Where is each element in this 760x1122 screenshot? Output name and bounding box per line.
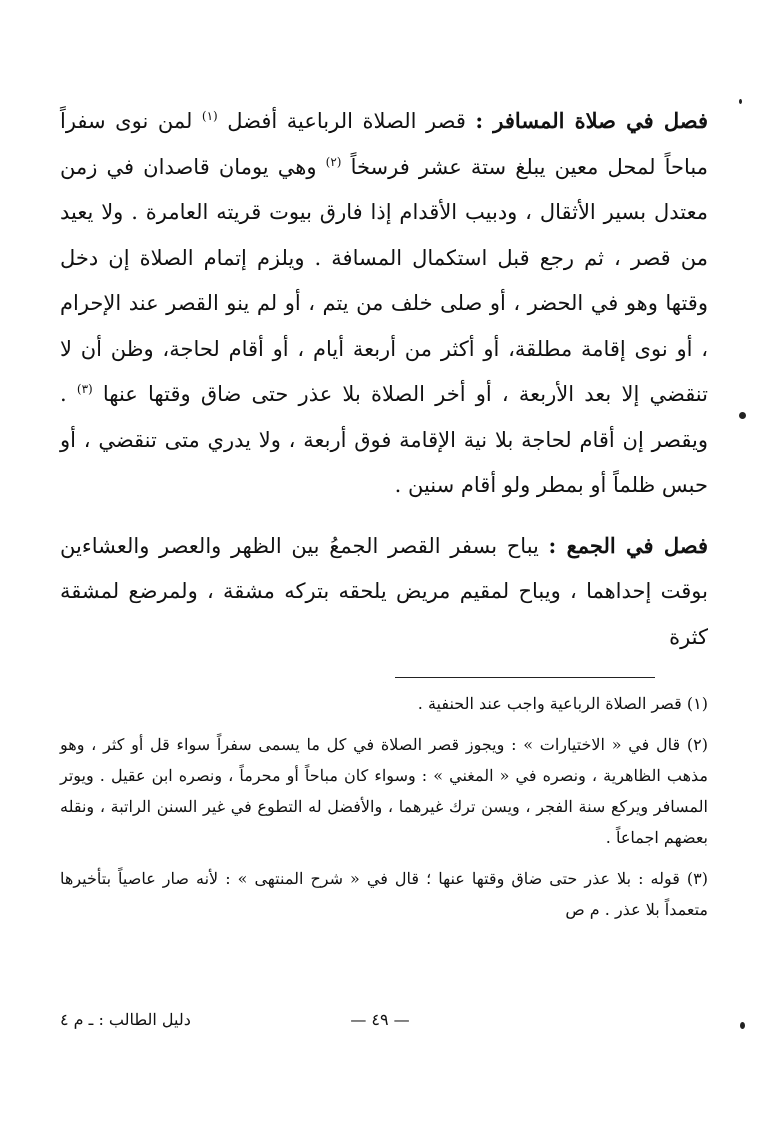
body-text: لمن نوى سفراً مباحاً لمحل معين يبلغ ستة عشر فرسخاً bbox=[60, 109, 708, 179]
body-text: . ويقصر إن أقام لحاجة بلا نية الإقامة فوق أربعة ، ولا يدري متى تنقضي ، أو حبس ظلماً أو بمطر ولو أقام سنين . bbox=[60, 382, 708, 497]
margin-dot-mark bbox=[739, 412, 746, 419]
printer-signature-mark: دليل الطالب : ـ م ٤ bbox=[60, 1010, 191, 1029]
body-text: وهي يومان قاصدان في زمن معتدل بسير الأثقال ، ودبيب الأقدام إذا فارق بيوت قريته العامرة . ولا يعيد من قصر ، ثم رجع قبل استكمال المسافة . ويلزم إتمام الصلاة إن دخل وقتها وهو في الحضر ، أو صلى خلف من يتم ، أو لم ينو القصر عند الإحرام ، أو نوى إقامة مطلقة، أو أكثر من أربعة أيام ، أو أقام لحاجة، وظن أن لا تنقضي إلا بعد الأربعة ، أو أخر الصلاة بلا عذر حتى ضاق وقتها عنها bbox=[60, 154, 708, 406]
footnote-ref-2: (٢) bbox=[325, 154, 342, 169]
footnote-ref-1: (١) bbox=[201, 109, 218, 123]
footnote-1: (١) قصر الصلاة الرباعية واجب عند الحنفية . bbox=[417, 694, 708, 713]
paragraph-travel-prayer bbox=[60, 98, 708, 509]
footnote-ref-3: (٣) bbox=[76, 382, 93, 396]
footnote-divider bbox=[395, 677, 655, 678]
main-text bbox=[60, 98, 708, 660]
footnote-3: (٣) قوله : بلا عذر حتى ضاق وقتها عنها ؛ قال في « شرح المنتهى » : لأنه صار عاصياً بتأخيرها متعمداً بلا عذر . م ص bbox=[60, 869, 709, 919]
body-text: يباح بسفر القصر الجمعُ بين الظهر والعصر والعشاءين بوقت إحداهما ، ويباح لمقيم مريض يلحقه بتركه مشقة ، ولمرضع لمشقة كثرة bbox=[60, 533, 708, 649]
page-number: — ٤٩ — bbox=[350, 1010, 410, 1029]
body-text: قصر الصلاة الرباعية أفضل bbox=[217, 109, 476, 133]
footnote-2: (٢) قال في « الاختيارات » : ويجوز قصر الصلاة في كل ما يسمى سفراً سواء قل أو كثر ، وهو مذهب الظاهرية ، ونصره في « المغني » : وسواء كان مباحاً أو محرماً ، ونصره ابن عقيل . ويوتر المسافر ويركع سنة الفجر ، ويسن ترك غيرهما ، والأفضل له التطوع في غير السنن الراتبة ، ونقله بعضهم اجماعاً . bbox=[60, 735, 708, 847]
section-heading-combining-prayers: فصل في الجمع : bbox=[548, 532, 708, 558]
paragraph-combining-prayers bbox=[60, 523, 708, 661]
footnotes bbox=[60, 688, 708, 925]
margin-dot-mark bbox=[740, 1022, 745, 1029]
margin-dot-mark bbox=[739, 99, 742, 104]
page-footer bbox=[60, 1010, 708, 1040]
section-heading-travel-prayer: فصل في صلاة المسافر : bbox=[475, 108, 709, 133]
